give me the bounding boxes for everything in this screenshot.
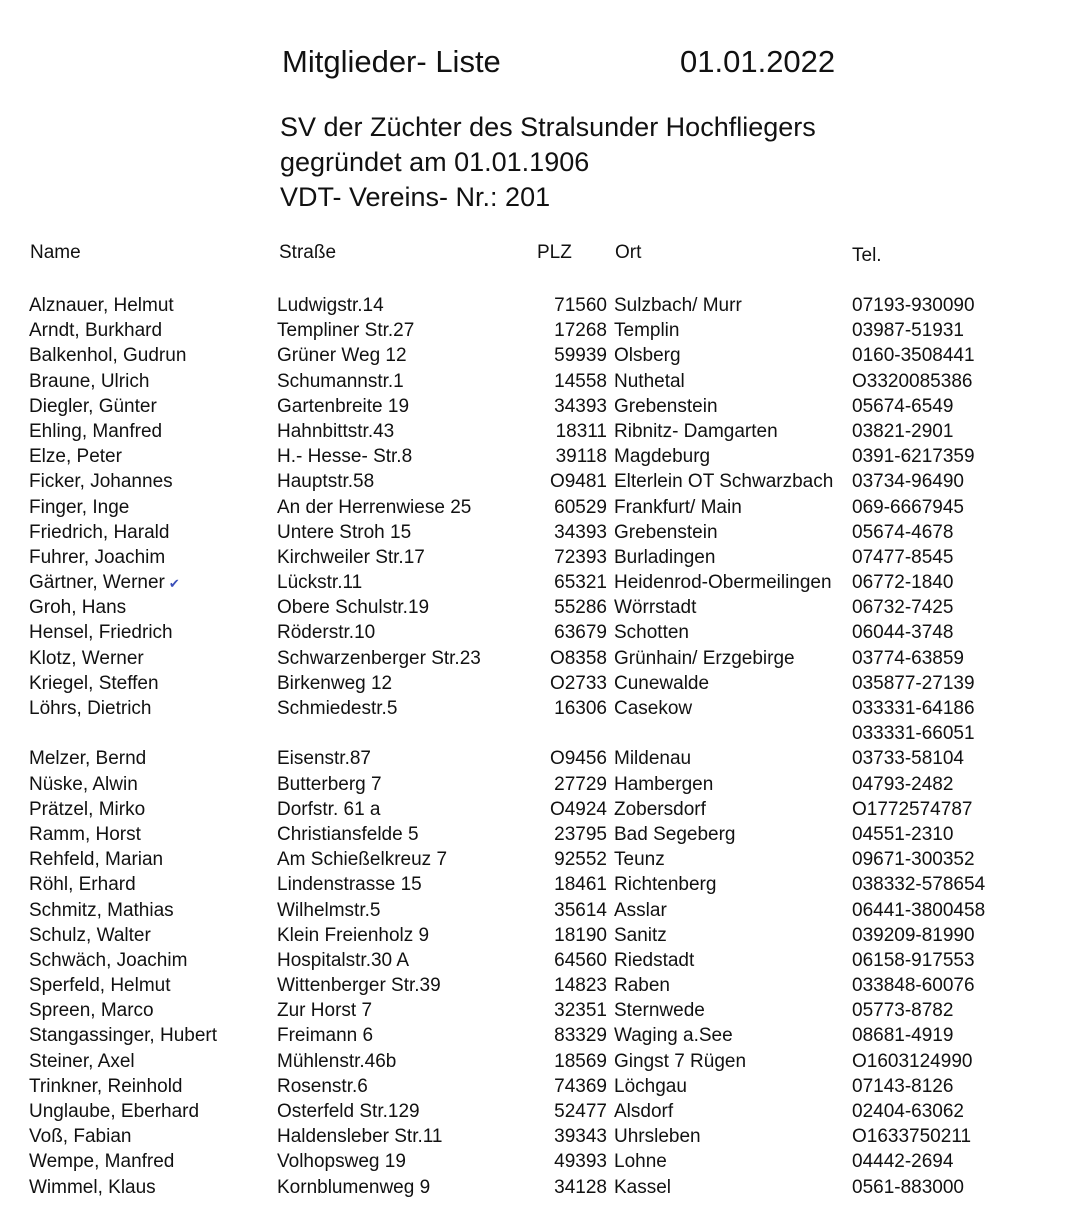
member-name: Finger, Inge (29, 496, 130, 518)
member-street: Schmiedestr.5 (277, 698, 398, 719)
member-tel: 02404-63062 (852, 1101, 964, 1122)
member-name: Unglaube, Eberhard (29, 1101, 200, 1122)
member-row (0, 469, 1077, 494)
member-name: Braune, Ulrich (29, 370, 150, 392)
member-plz: 74369 (554, 1075, 607, 1097)
member-plz: 39118 (555, 446, 607, 468)
member-street: Butterberg 7 (277, 773, 382, 795)
member-row (0, 998, 1077, 1023)
member-row (0, 721, 1077, 746)
member-name: Schmitz, Mathias (29, 899, 174, 921)
member-city: Uhrsleben (614, 1126, 701, 1148)
member-city: Alsdorf (614, 1101, 674, 1122)
member-table (0, 293, 1077, 1200)
member-tel: 08681-4919 (852, 1025, 954, 1047)
member-plz: 14558 (554, 370, 607, 392)
member-plz: 16306 (554, 698, 607, 719)
column-header-name: Name (30, 242, 81, 263)
member-row (0, 696, 1077, 721)
member-row (0, 1049, 1077, 1074)
member-tel: 0561-883000 (852, 1176, 964, 1198)
member-city: Asslar (614, 899, 667, 921)
member-plz: 64560 (554, 949, 607, 971)
member-street: Lückstr.11 (277, 572, 363, 594)
member-street: An der Herrenwiese 25 (277, 496, 472, 518)
member-tel: 03821-2901 (852, 420, 954, 442)
member-name: Elze, Peter (29, 446, 122, 468)
member-street: Mühlenstr.46b (277, 1050, 397, 1072)
member-row (0, 646, 1077, 671)
member-tel: 0160-3508441 (852, 345, 975, 367)
member-tel: 033331-64186 (852, 698, 975, 719)
member-name: Steiner, Axel (29, 1050, 135, 1072)
member-city: Sulzbach/ Murr (614, 295, 742, 316)
member-plz: 65321 (554, 572, 607, 594)
member-city: Casekow (614, 698, 693, 719)
member-plz: 34393 (554, 521, 607, 543)
member-row (0, 318, 1077, 343)
member-name: Prätzel, Mirko (29, 798, 146, 820)
member-street: Schumannstr.1 (277, 370, 404, 392)
member-plz: 60529 (554, 496, 607, 518)
page-title: Mitglieder- Liste (282, 44, 501, 79)
member-name: Melzer, Bernd (29, 748, 147, 770)
member-street: Christiansfelde 5 (277, 823, 419, 845)
club-name: SV der Züchter des Stralsunder Hochfliegers (280, 112, 816, 142)
member-tel: 038332-578654 (852, 874, 986, 896)
member-name: Rehfeld, Marian (29, 849, 164, 871)
member-plz: 18190 (554, 924, 607, 946)
member-plz: 34393 (554, 395, 607, 417)
member-city: Bad Segeberg (614, 823, 736, 845)
member-city: Zobersdorf (614, 798, 706, 820)
member-tel: 035877-27139 (852, 672, 975, 694)
member-plz: 17268 (554, 320, 607, 342)
member-street: Osterfeld Str.129 (277, 1101, 420, 1122)
member-street: Grüner Weg 12 (277, 345, 407, 367)
founding-date: gegründet am 01.01.1906 (280, 147, 590, 177)
member-tel: 05773-8782 (852, 1000, 954, 1022)
member-plz: 52477 (554, 1101, 607, 1122)
member-row (0, 495, 1077, 520)
member-city: Gingst 7 Rügen (614, 1050, 747, 1072)
member-city: Nuthetal (614, 370, 685, 392)
member-street: Lindenstrasse 15 (277, 874, 422, 896)
member-city: Waging a.See (614, 1025, 733, 1047)
member-plz: 49393 (554, 1151, 607, 1173)
member-name: Fuhrer, Joachim (29, 546, 166, 568)
member-city: Magdeburg (614, 446, 711, 468)
member-street: Röderstr.10 (277, 622, 376, 644)
member-row (0, 1149, 1077, 1174)
member-plz: 18311 (555, 420, 607, 442)
member-tel: 07143-8126 (852, 1075, 954, 1097)
member-city: Cunewalde (614, 672, 710, 694)
member-row (0, 797, 1077, 822)
member-street: Wittenberger Str.39 (277, 975, 441, 997)
member-row (0, 595, 1077, 620)
member-tel: 07193-930090 (852, 295, 975, 316)
member-row (0, 369, 1077, 394)
member-row (0, 923, 1077, 948)
member-city: Olsberg (614, 345, 681, 367)
member-tel: 04551-2310 (852, 823, 954, 845)
member-city: Sanitz (614, 924, 667, 946)
member-row (0, 394, 1077, 419)
member-city: Templin (614, 320, 680, 342)
member-name: Arndt, Burkhard (29, 320, 163, 342)
member-name: Löhrs, Dietrich (29, 698, 152, 719)
member-row (0, 1124, 1077, 1149)
member-plz: 83329 (554, 1025, 607, 1047)
member-name: Alznauer, Helmut (29, 295, 174, 316)
member-street: Obere Schulstr.19 (277, 597, 430, 619)
member-street: Schwarzenberger Str.23 (277, 647, 481, 669)
member-tel: 033331-66051 (852, 723, 975, 745)
member-tel: 05674-6549 (852, 395, 954, 417)
member-name: Diegler, Günter (29, 395, 157, 417)
member-street: H.- Hesse- Str.8 (277, 446, 413, 468)
column-header-city: Ort (615, 242, 642, 263)
member-city: Löchgau (614, 1075, 687, 1097)
member-street: Templiner Str.27 (277, 320, 415, 342)
member-street: Rosenstr.6 (277, 1075, 368, 1097)
member-name: Klotz, Werner (29, 647, 144, 669)
member-plz: O4924 (549, 798, 607, 820)
member-name: Schulz, Walter (29, 924, 151, 946)
member-row (0, 948, 1077, 973)
member-row (0, 343, 1077, 368)
member-name: Sperfeld, Helmut (29, 975, 171, 997)
member-plz: 39343 (554, 1126, 607, 1148)
member-row (0, 545, 1077, 570)
member-street: Volhopsweg 19 (277, 1151, 406, 1173)
member-name: Friedrich, Harald (29, 521, 170, 543)
member-tel: 06441-3800458 (852, 899, 986, 921)
member-plz: 34128 (554, 1176, 607, 1198)
member-street: Dorfstr. 61 a (277, 798, 381, 820)
member-city: Teunz (614, 849, 665, 871)
member-tel: 04793-2482 (852, 773, 954, 795)
member-row (0, 1074, 1077, 1099)
member-tel: 03774-63859 (852, 647, 964, 669)
member-street: Hospitalstr.30 A (277, 949, 410, 971)
member-row (0, 822, 1077, 847)
member-name: Voß, Fabian (29, 1126, 132, 1148)
member-row (0, 872, 1077, 897)
member-tel: 06044-3748 (852, 622, 954, 644)
member-row (0, 898, 1077, 923)
member-city: Grebenstein (614, 521, 718, 543)
member-city: Lohne (614, 1151, 667, 1173)
member-street: Untere Stroh 15 (277, 521, 412, 543)
member-row (0, 444, 1077, 469)
member-city: Riedstadt (614, 949, 695, 971)
member-row (0, 671, 1077, 696)
member-city: Kassel (614, 1176, 672, 1198)
club-number: VDT- Vereins- Nr.: 201 (280, 182, 551, 212)
column-header-tel: Tel. (852, 245, 882, 266)
member-city: Frankfurt/ Main (614, 496, 742, 518)
member-tel: 05674-4678 (852, 521, 954, 543)
member-plz: 14823 (554, 975, 607, 997)
member-name: Hensel, Friedrich (29, 622, 173, 644)
member-row (0, 1099, 1077, 1124)
member-tel: 04442-2694 (852, 1151, 954, 1173)
member-plz: O2733 (549, 672, 607, 694)
member-street: Hauptstr.58 (277, 471, 375, 493)
member-city: Mildenau (614, 748, 692, 770)
member-plz: 27729 (554, 773, 607, 795)
member-street: Zur Horst 7 (277, 1000, 373, 1022)
member-tel: 033848-60076 (852, 975, 975, 997)
member-row (0, 772, 1077, 797)
member-name: Balkenhol, Gudrun (29, 345, 187, 367)
member-city: Elterlein OT Schwarzbach (614, 471, 834, 493)
member-name: Wempe, Manfred (29, 1151, 175, 1173)
member-plz: 18461 (554, 874, 607, 896)
list-date: 01.01.2022 (680, 44, 836, 79)
member-row (0, 419, 1077, 444)
member-city: Schotten (614, 622, 689, 644)
member-city: Hambergen (614, 773, 714, 795)
member-tel: 07477-8545 (852, 546, 954, 568)
member-street: Eisenstr.87 (277, 748, 371, 770)
member-plz: O9456 (549, 748, 607, 770)
member-name: Trinkner, Reinhold (29, 1075, 183, 1097)
member-street: Klein Freienholz 9 (277, 924, 430, 946)
member-tel: 06158-917553 (852, 949, 975, 971)
member-row (0, 520, 1077, 545)
member-street: Wilhelmstr.5 (277, 899, 381, 921)
member-plz: 18569 (554, 1050, 607, 1072)
check-mark-icon: ✔ (168, 576, 180, 592)
member-tel: O1633750211 (852, 1126, 972, 1148)
member-name: Gärtner, Werner ✔ (29, 572, 180, 594)
member-tel: 03733-58104 (852, 748, 964, 770)
member-name: Ficker, Johannes (29, 471, 173, 493)
member-tel: O3320085386 (852, 370, 973, 392)
member-street: Hahnbittstr.43 (277, 420, 395, 442)
member-name: Spreen, Marco (29, 1000, 154, 1022)
member-row (0, 293, 1077, 318)
member-name: Schwäch, Joachim (29, 949, 188, 971)
member-name: Ramm, Horst (29, 823, 141, 845)
member-street: Kirchweiler Str.17 (277, 546, 425, 568)
member-row (0, 973, 1077, 998)
member-name: Wimmel, Klaus (29, 1176, 156, 1198)
member-city: Heidenrod-Obermeilingen (614, 572, 832, 594)
member-tel: O1603124990 (852, 1050, 973, 1072)
member-plz: O9481 (549, 471, 607, 493)
member-name: Nüske, Alwin (29, 773, 138, 795)
column-header-street: Straße (279, 242, 337, 263)
member-row (0, 847, 1077, 872)
member-row (0, 570, 1077, 595)
member-row (0, 1175, 1077, 1200)
member-city: Grebenstein (614, 395, 718, 417)
member-name: Kriegel, Steffen (29, 672, 159, 694)
member-city: Raben (614, 975, 670, 997)
member-row (0, 620, 1077, 645)
member-tel: 03734-96490 (852, 471, 964, 493)
column-header-plz: PLZ (537, 242, 572, 263)
member-street: Gartenbreite 19 (277, 395, 410, 417)
member-plz: 59939 (554, 345, 607, 367)
member-tel: 09671-300352 (852, 849, 975, 871)
member-plz: 71560 (554, 295, 607, 316)
member-tel: 0391-6217359 (852, 446, 975, 468)
member-plz: 72393 (554, 546, 607, 568)
member-plz: 35614 (554, 899, 607, 921)
member-street: Kornblumenweg 9 (277, 1176, 431, 1198)
member-plz: 92552 (554, 849, 607, 871)
member-plz: 55286 (554, 597, 607, 619)
member-street: Am Schießelkreuz 7 (277, 849, 448, 871)
member-name: Groh, Hans (29, 597, 127, 619)
member-row (0, 1023, 1077, 1048)
member-plz: 63679 (554, 622, 607, 644)
member-name: Röhl, Erhard (29, 874, 136, 896)
member-city: Sternwede (614, 1000, 705, 1022)
member-street: Haldensleber Str.11 (277, 1126, 443, 1148)
member-tel: 069-6667945 (852, 496, 964, 518)
member-street: Freimann 6 (277, 1025, 374, 1047)
member-city: Wörrstadt (614, 597, 697, 619)
member-city: Burladingen (614, 546, 716, 568)
member-tel: 039209-81990 (852, 924, 975, 946)
member-plz: 32351 (554, 1000, 607, 1022)
member-name: Stangassinger, Hubert (29, 1025, 218, 1047)
member-tel: 06772-1840 (852, 572, 954, 594)
member-name: Ehling, Manfred (29, 420, 163, 442)
member-city: Richtenberg (614, 874, 717, 896)
member-row (0, 746, 1077, 771)
member-street: Ludwigstr.14 (277, 295, 384, 316)
member-city: Grünhain/ Erzgebirge (614, 647, 795, 669)
member-plz: 23795 (554, 823, 607, 845)
member-city: Ribnitz- Damgarten (614, 420, 778, 442)
member-street: Birkenweg 12 (277, 672, 393, 694)
member-plz: O8358 (549, 647, 607, 669)
member-tel: O1772574787 (852, 798, 973, 820)
member-tel: 06732-7425 (852, 597, 954, 619)
member-tel: 03987-51931 (852, 320, 964, 342)
